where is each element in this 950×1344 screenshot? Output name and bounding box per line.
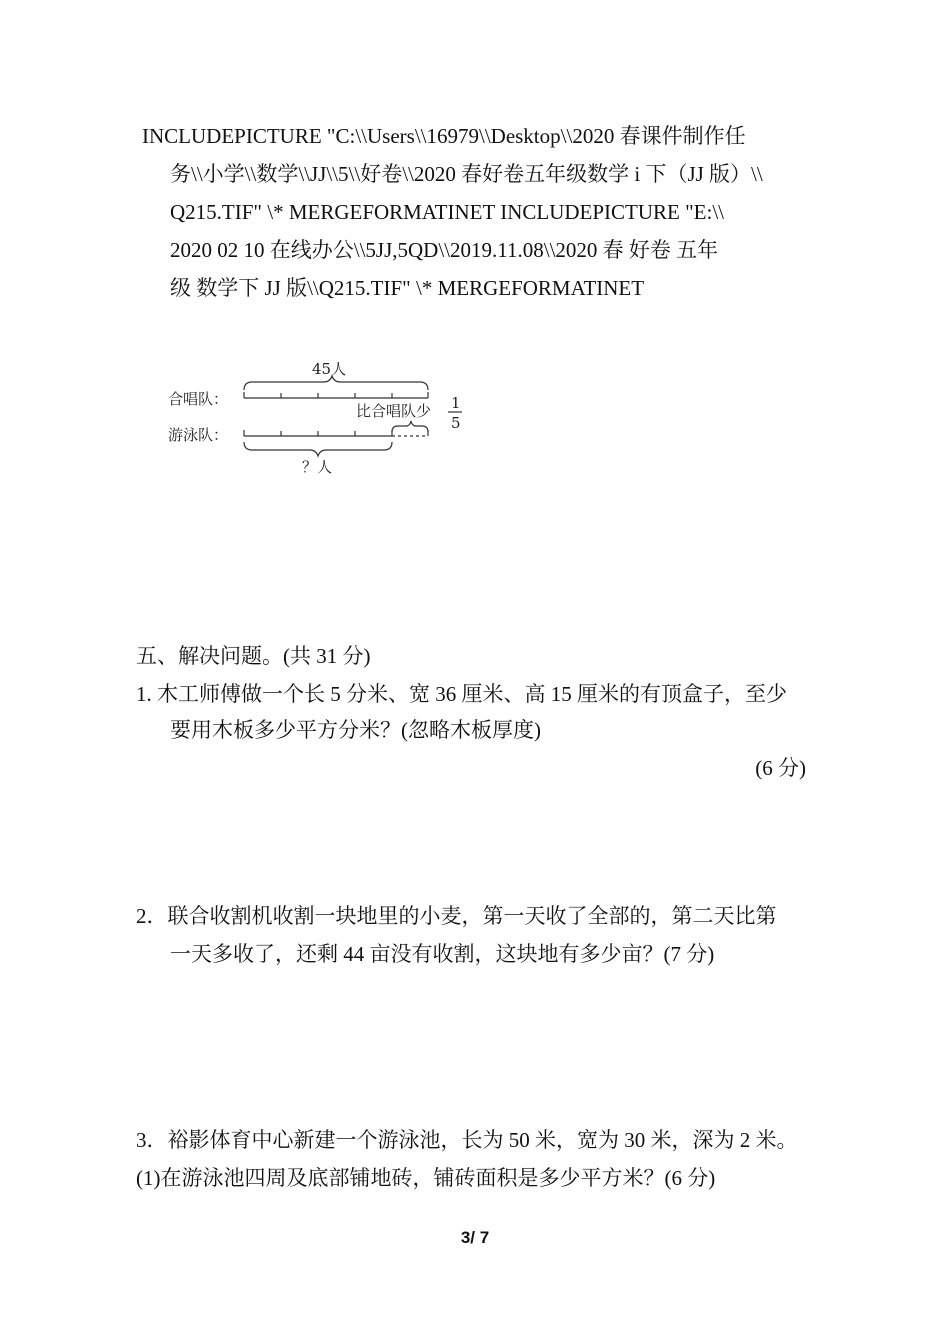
swim-label: 游泳队： bbox=[168, 426, 229, 444]
fraction-numerator: 1 bbox=[451, 394, 461, 412]
field-code-line-1: INCLUDEPICTURE "C:\\Users\\16979\\Desktop\\2020 春课件制作任 bbox=[142, 124, 746, 148]
field-code-line-3: Q215.TIF" \* MERGEFORMATINET INCLUDEPICTURE "E:\\ bbox=[170, 200, 725, 224]
diagram-top-label: 45人 bbox=[312, 360, 347, 378]
compare-label: 比合唱队少 bbox=[356, 402, 432, 420]
diagram-bottom-label: ？人 bbox=[302, 458, 333, 476]
question-1-line-1: 1. 木工师傅做一个长 5 分米、宽 36 厘米、高 15 厘米的有顶盒子，至少 bbox=[136, 682, 787, 706]
field-code-line-2: 务\\小学\\数学\\JJ\\5\\好卷\\2020 春好卷五年级数学 i 下（JJ 版）\\ bbox=[170, 162, 763, 186]
question-3-line-1: 3．裕影体育中心新建一个游泳池，长为 50 米，宽为 30 米，深为 2 米。 bbox=[136, 1128, 798, 1152]
field-code-line-4: 2020 02 10 在线办公\\5JJ,5QD\\2019.11.08\\2020 春 好卷 五年 bbox=[170, 238, 719, 262]
section-heading: 五、解决问题。(共 31 分) bbox=[136, 644, 371, 668]
line-segment-diagram bbox=[160, 352, 480, 482]
field-code-line-5: 级 数学下 JJ 版\\Q215.TIF" \* MERGEFORMATINET bbox=[170, 276, 645, 300]
question-3-line-2: (1)在游泳池四周及底部铺地砖，铺砖面积是多少平方米？(6 分) bbox=[136, 1166, 716, 1190]
fraction-denominator: 5 bbox=[451, 414, 461, 432]
choir-label: 合唱队： bbox=[168, 390, 229, 408]
question-2-line-1: 2．联合收割机收割一块地里的小麦，第一天收了全部的，第二天比第 bbox=[136, 904, 777, 928]
choir-top-brace bbox=[244, 376, 428, 390]
question-1-score: (6 分) bbox=[755, 756, 806, 780]
page-number: 3/ 7 bbox=[460, 1228, 490, 1247]
compare-brace bbox=[392, 421, 428, 432]
question-1-line-2: 要用木板多少平方分米？(忽略木板厚度) bbox=[170, 718, 541, 742]
swim-bottom-brace bbox=[244, 442, 392, 456]
question-2-line-2: 一天多收了，还剩 44 亩没有收割，这块地有多少亩？(7 分) bbox=[170, 942, 715, 966]
